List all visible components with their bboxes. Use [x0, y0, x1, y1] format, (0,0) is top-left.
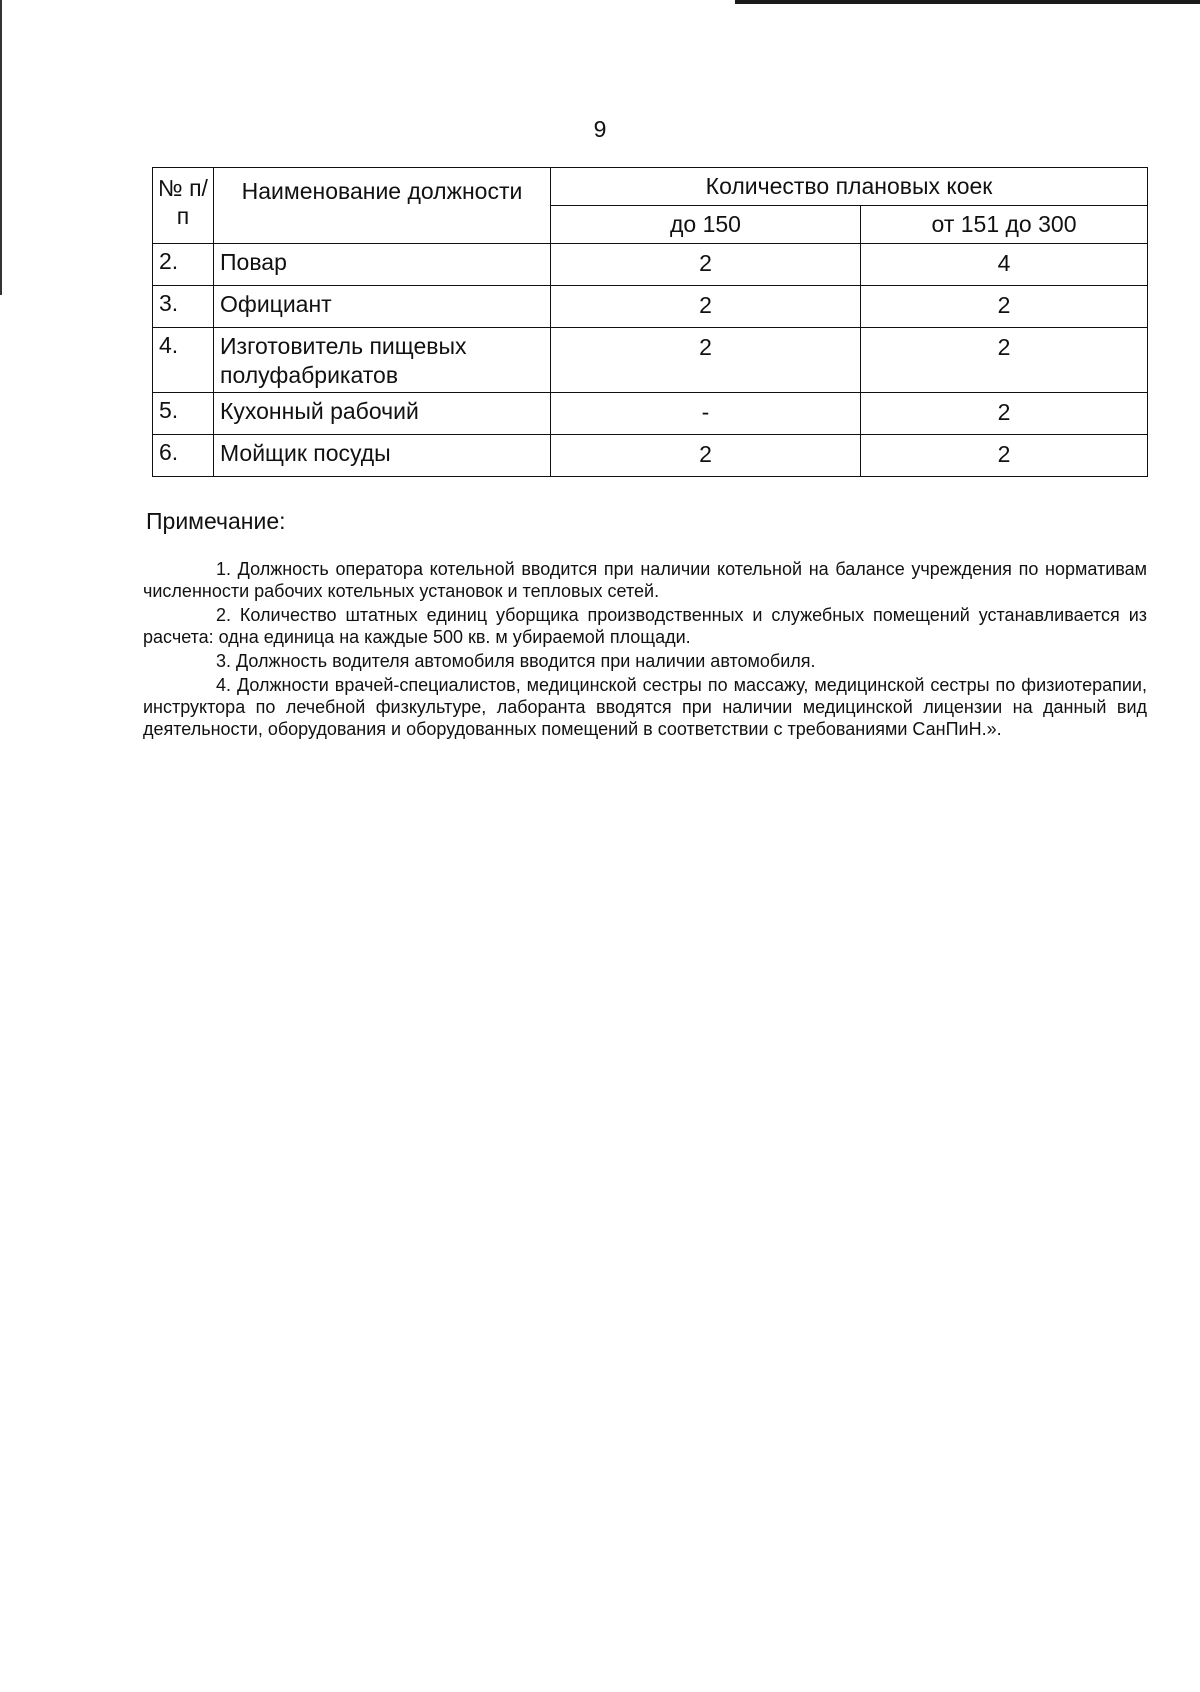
row-value-151-to-300: 4 — [861, 244, 1148, 286]
note-item: 2. Количество штатных единиц уборщика производственных и служебных помещений устанавливается из расчета: одна единица на каждые 500 кв. м убираемой площади. — [143, 605, 1147, 647]
table-row — [153, 286, 1148, 328]
row-value-151-to-300: 2 — [861, 435, 1148, 477]
row-number: 5. — [153, 393, 214, 435]
row-number: 3. — [153, 286, 214, 328]
row-number: 6. — [153, 435, 214, 477]
notes-list — [143, 558, 1147, 742]
row-value-up-to-150: 2 — [551, 435, 861, 477]
scan-edge-top — [735, 0, 1200, 4]
row-number: 4. — [153, 328, 214, 393]
header-151-to-300: от 151 до 300 — [861, 206, 1148, 244]
table-row — [153, 393, 1148, 435]
note-item: 4. Должности врачей-специалистов, медицинской сестры по массажу, медицинской сестры по физиотерапии, инструктора по лечебной физкультуре, лаборанта вводятся при наличии медицинской лицензии на данный вид деятельности, оборудования и оборудованных помещений в соответствии с требованиями СанПиН.». — [143, 675, 1147, 739]
row-value-151-to-300: 2 — [861, 286, 1148, 328]
row-number: 2. — [153, 244, 214, 286]
row-position: Официант — [214, 286, 551, 328]
page-number: 9 — [593, 116, 607, 142]
header-beds-group: Количество плановых коек — [551, 168, 1148, 206]
notes-title: Примечание: — [146, 508, 286, 534]
row-value-up-to-150: - — [551, 393, 861, 435]
row-value-151-to-300: 2 — [861, 328, 1148, 393]
header-up-to-150: до 150 — [551, 206, 861, 244]
row-value-up-to-150: 2 — [551, 328, 861, 393]
row-position: Кухонный рабочий — [214, 393, 551, 435]
row-value-151-to-300: 2 — [861, 393, 1148, 435]
row-position: Мойщик посуды — [214, 435, 551, 477]
table-row — [153, 435, 1148, 477]
row-position: Изготовитель пищевых полуфабрикатов — [214, 328, 551, 393]
table-header-row — [153, 168, 1148, 206]
table-row — [153, 328, 1148, 393]
staff-table — [152, 167, 1148, 477]
row-value-up-to-150: 2 — [551, 244, 861, 286]
table-row — [153, 244, 1148, 286]
scan-edge-left — [0, 0, 2, 295]
row-value-up-to-150: 2 — [551, 286, 861, 328]
header-num: № п/п — [153, 168, 214, 244]
note-item: 3. Должность водителя автомобиля вводится при наличии автомобиля. — [216, 651, 816, 671]
row-position: Повар — [214, 244, 551, 286]
note-item: 1. Должность оператора котельной вводится при наличии котельной на балансе учреждения по нормативам численности рабочих котельных установок и тепловых сетей. — [143, 559, 1147, 601]
header-name: Наименование должности — [214, 168, 551, 244]
